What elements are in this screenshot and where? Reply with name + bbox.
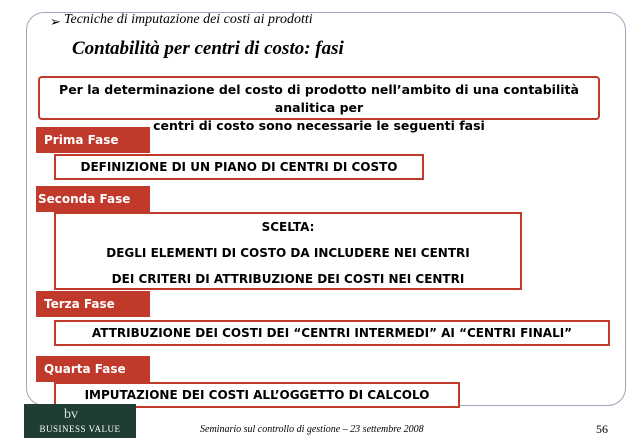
intro-line-2: centri di costo sono necessarie le seguenti fasi — [153, 118, 485, 133]
slide-title: Contabilità per centri di costo: fasi — [72, 38, 344, 59]
phase-2-line-3: DEI CRITERI DI ATTRIBUZIONE DEI COSTI NEI CENTRI — [111, 272, 465, 286]
phase-label-4: Quarta Fase — [36, 356, 150, 382]
phase-2-line-2: DEGLI ELEMENTI DI COSTO DA INCLUDERE NEI CENTRI — [106, 246, 470, 260]
phase-4-line-1: IMPUTAZIONE DEI COSTI ALL’OGGETTO DI CALCOLO — [84, 388, 430, 402]
logo-mark: bv — [64, 407, 78, 422]
intro-box — [38, 76, 600, 133]
slide-subtitle: Tecniche di imputazione dei costi ai prodotti — [64, 12, 313, 27]
phase-label-2: Seconda Fase — [36, 186, 150, 212]
phase-box-2 — [54, 212, 522, 290]
footer-text: Seminario sul controllo di gestione – 23 settembre 2008 — [200, 424, 424, 435]
page-number: 56 — [596, 422, 608, 436]
business-value-logo — [24, 404, 136, 438]
intro-line-1: Per la determinazione del costo di prodotto nell’ambito di una contabilità analitica per — [59, 82, 579, 115]
bullet-arrow-icon: ➢ — [50, 14, 61, 29]
phase-box-3 — [54, 320, 610, 346]
phase-3-line-1: ATTRIBUZIONE DEI COSTI DEI “CENTRI INTERMEDI” AI “CENTRI FINALI” — [91, 326, 573, 340]
logo-text: BUSINESS VALUE — [39, 424, 121, 434]
phase-label-3: Terza Fase — [36, 291, 150, 317]
phase-2-line-1: SCELTA: — [261, 220, 315, 234]
phase-box-1 — [54, 154, 424, 180]
phase-1-line-1: DEFINIZIONE DI UN PIANO DI CENTRI DI COSTO — [80, 160, 398, 174]
phase-label-1: Prima Fase — [36, 127, 150, 153]
